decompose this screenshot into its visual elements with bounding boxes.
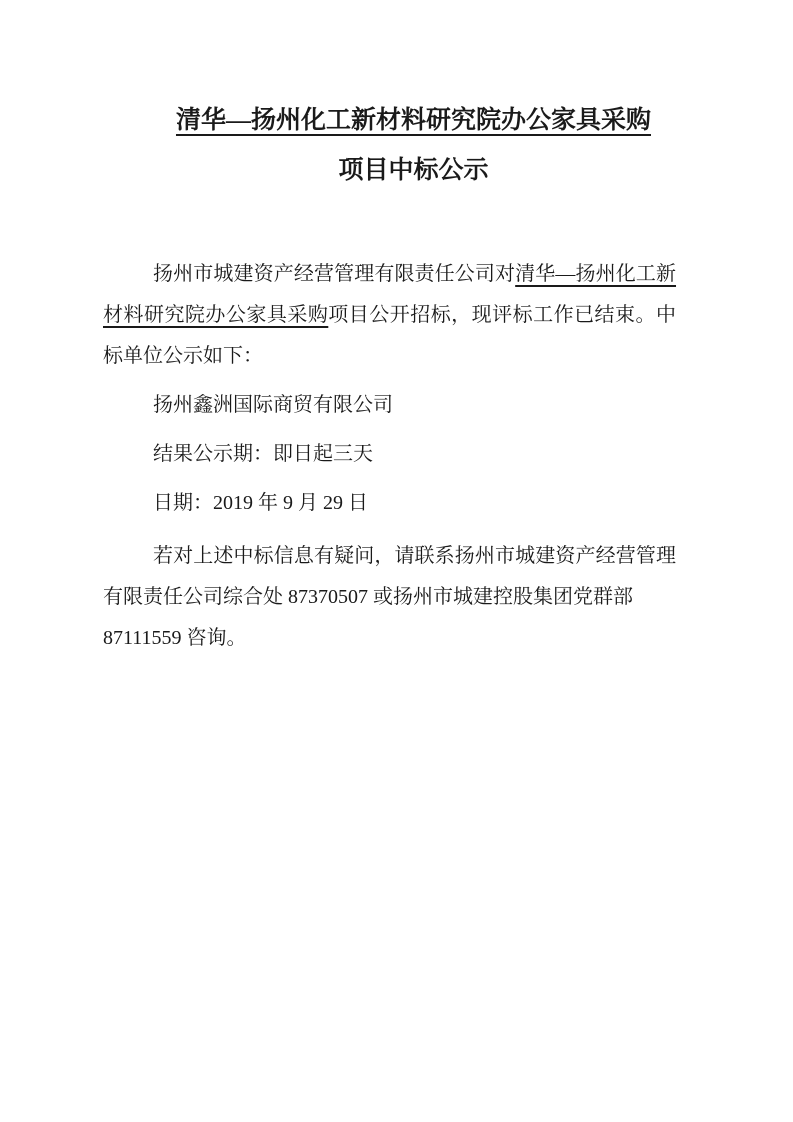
- paragraph-contact: [103, 536, 676, 659]
- intro-line-1-underlined: 清华—扬州化工新: [515, 263, 677, 285]
- contact-line-2: 有限责任公司综合处 87370507 或扬州市城建控股集团党群部: [103, 586, 633, 608]
- intro-line-2-normal: 项目公开招标，现评标工作已结束。中: [328, 304, 677, 326]
- publicity-period-line: 结果公示期：即日起三天: [153, 443, 373, 465]
- paragraph-date: [103, 483, 676, 524]
- paragraph-publicity-period: [103, 434, 676, 475]
- document-body: [103, 254, 676, 659]
- date-line: 日期：2019 年 9 月 29 日: [153, 492, 368, 514]
- title-line-2: [103, 146, 676, 196]
- paragraph-winner: [103, 385, 676, 426]
- paragraph-intro: [103, 254, 676, 377]
- contact-line-1: 若对上述中标信息有疑问，请联系扬州市城建资产经营管理: [153, 545, 676, 567]
- intro-line-1: [103, 254, 676, 295]
- intro-line-3: 标单位公示如下：: [103, 345, 263, 367]
- intro-line-2: [103, 295, 676, 336]
- contact-line-3: 87111559 咨询。: [103, 627, 247, 649]
- title-line-1-text: 清华—扬州化工新材料研究院办公家具采购: [175, 107, 651, 134]
- intro-line-1-normal: 扬州市城建资产经营管理有限责任公司对: [153, 263, 516, 285]
- winner-company-line: 扬州鑫洲国际商贸有限公司: [153, 394, 393, 416]
- title-line-1: [103, 96, 676, 146]
- title-line-2-text: 项目中标公示: [338, 157, 489, 184]
- intro-line-2-underlined: 材料研究院办公家具采购: [103, 304, 329, 326]
- document-title: [0, 96, 793, 196]
